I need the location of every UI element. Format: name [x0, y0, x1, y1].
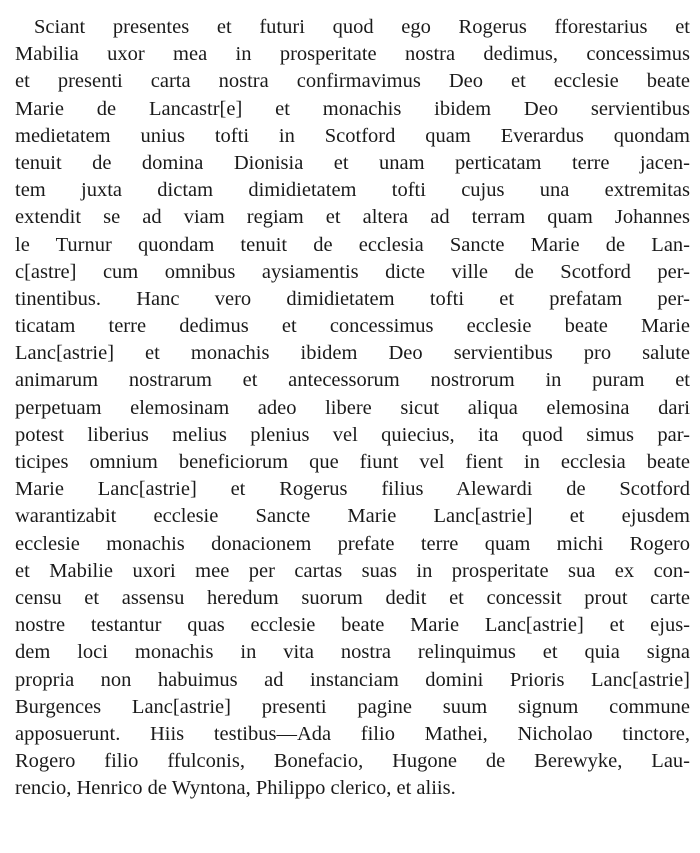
text-line: warantizabit ecclesie Sancte Marie Lanc[astrie] et ejusdem [15, 505, 690, 528]
text-line: Marie de Lancastr[e] et monachis ibidem Deo servientibus [15, 97, 690, 120]
text-line: ticatam terre dedimus et concessimus ecclesie beate Marie [15, 315, 690, 338]
text-line: Lanc[astrie] et monachis ibidem Deo servientibus pro salute [15, 342, 690, 365]
text-line: c[astre] cum omnibus aysiamentis dicte ville de Scotford per- [15, 260, 690, 283]
text-line: le Turnur quondam tenuit de ecclesia Sancte Marie de Lan- [15, 233, 690, 256]
text-line: rencio, Henrico de Wyntona, Philippo clerico, et aliis. [15, 777, 456, 800]
text-line: nostre testantur quas ecclesie beate Marie Lanc[astrie] et ejus- [15, 614, 690, 637]
text-line: censu et assensu heredum suorum dedit et concessit prout carte [15, 586, 690, 609]
text-line: apposuerunt. Hiis testibus—Ada filio Mathei, Nicholao tinctore, [15, 722, 690, 745]
text-line: Rogero filio ffulconis, Bonefacio, Hugone de Berewyke, Lau- [15, 750, 690, 773]
text-line: tinentibus. Hanc vero dimidietatem tofti et prefatam per- [15, 287, 690, 310]
text-line: tenuit de domina Dionisia et unam perticatam terre jacen- [15, 151, 690, 174]
text-line: ecclesie monachis donacionem prefate terre quam michi Rogero [15, 532, 690, 555]
text-line: et Mabilie uxori mee per cartas suas in prosperitate sua ex con- [15, 559, 690, 582]
text-line: ticipes omnium beneficiorum que fiunt vel fient in ecclesia beate [15, 451, 690, 473]
text-line: dem loci monachis in vita nostra relinquimus et quia signa [15, 641, 690, 664]
text-line: Marie Lanc[astrie] et Rogerus filius Alewardi de Scotford [15, 478, 690, 501]
text-line: potest liberius melius plenius vel quiecius, ita quod simus par- [15, 423, 690, 446]
text-line: animarum nostrarum et antecessorum nostrorum in puram et [15, 369, 690, 392]
charter-text [15, 14, 690, 802]
text-line: tem juxta dictam dimidietatem tofti cujus una extremitas [15, 179, 690, 202]
text-line: medietatem unius tofti in Scotford quam Everardus quondam [15, 124, 690, 147]
text-line: et presenti carta nostra confirmavimus Deo et ecclesie beate [15, 70, 690, 93]
text-line: propria non habuimus ad instanciam domini Prioris Lanc[astrie] [15, 668, 690, 691]
text-line: Sciant presentes et futuri quod ego Rogerus fforestarius et [34, 16, 690, 38]
text-line: Burgences Lanc[astrie] presenti pagine suum signum commune [15, 695, 690, 718]
text-line: perpetuam elemosinam adeo libere sicut aliqua elemosina dari [15, 396, 690, 419]
text-line: extendit se ad viam regiam et altera ad terram quam Johannes [15, 206, 690, 229]
text-line: Mabilia uxor mea in prosperitate nostra dedimus, concessimus [15, 43, 690, 66]
